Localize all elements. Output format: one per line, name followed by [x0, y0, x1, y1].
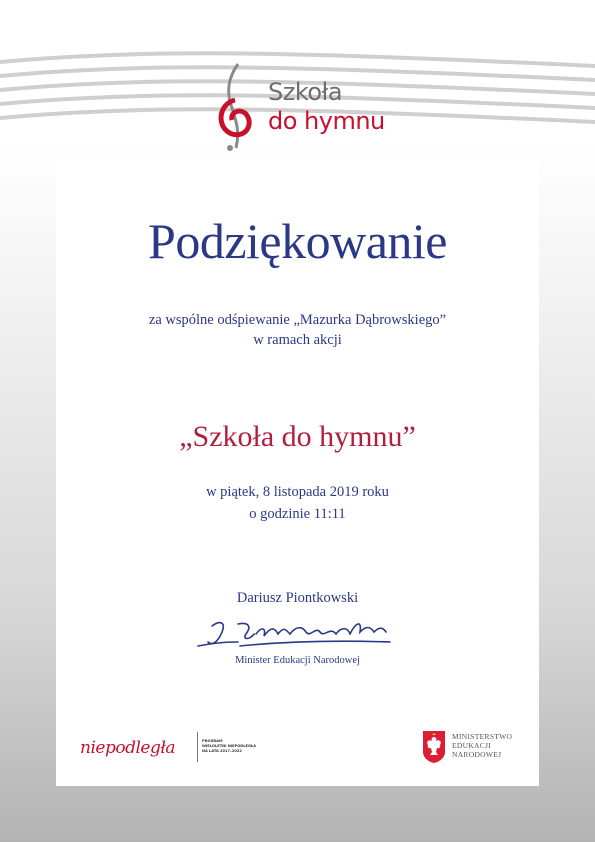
logo-line-1: Szkoła: [268, 78, 343, 106]
context-line: w ramach akcji: [253, 332, 342, 348]
signer-role: Minister Edukacji Narodowej: [235, 655, 360, 666]
ministry-logo: [422, 730, 542, 766]
white-eagle-emblem-icon: [422, 730, 446, 764]
event-name: „Szkoła do hymnu”: [179, 420, 416, 453]
program-caption-line: NA LATA 2017–2022: [202, 749, 242, 753]
niepodlegla-program-logo: [80, 732, 280, 767]
ministry-name-line: MINISTERSTWO: [452, 732, 513, 741]
treble-clef-icon: [210, 60, 260, 155]
program-caption: [202, 739, 282, 754]
ministry-name-line: NARODOWEJ: [452, 750, 502, 759]
signer-name: Dariusz Piontkowski: [236, 590, 359, 606]
logo-line-2: do hymnu: [268, 107, 385, 135]
event-time: o godzinie 11:11: [249, 506, 346, 522]
ministry-name-line: EDUKACJI: [452, 741, 492, 750]
niepodlegla-logo: niepodległa: [80, 738, 175, 758]
reason-line: za wspólne odśpiewanie „Mazurka Dąbrowskiego”: [148, 312, 447, 328]
event-date: w piątek, 8 listopada 2019 roku: [206, 484, 389, 500]
szkola-do-hymnu-logo: [210, 60, 400, 155]
logo-divider: [197, 732, 198, 762]
program-caption-line: PROGRAM: [202, 739, 223, 743]
ministry-name: [452, 732, 512, 759]
certificate-title: Podziękowanie: [148, 213, 447, 269]
program-caption-line: WIELOLETNI NIEPODLEGŁA: [202, 744, 257, 748]
handwritten-signature: [190, 612, 400, 654]
